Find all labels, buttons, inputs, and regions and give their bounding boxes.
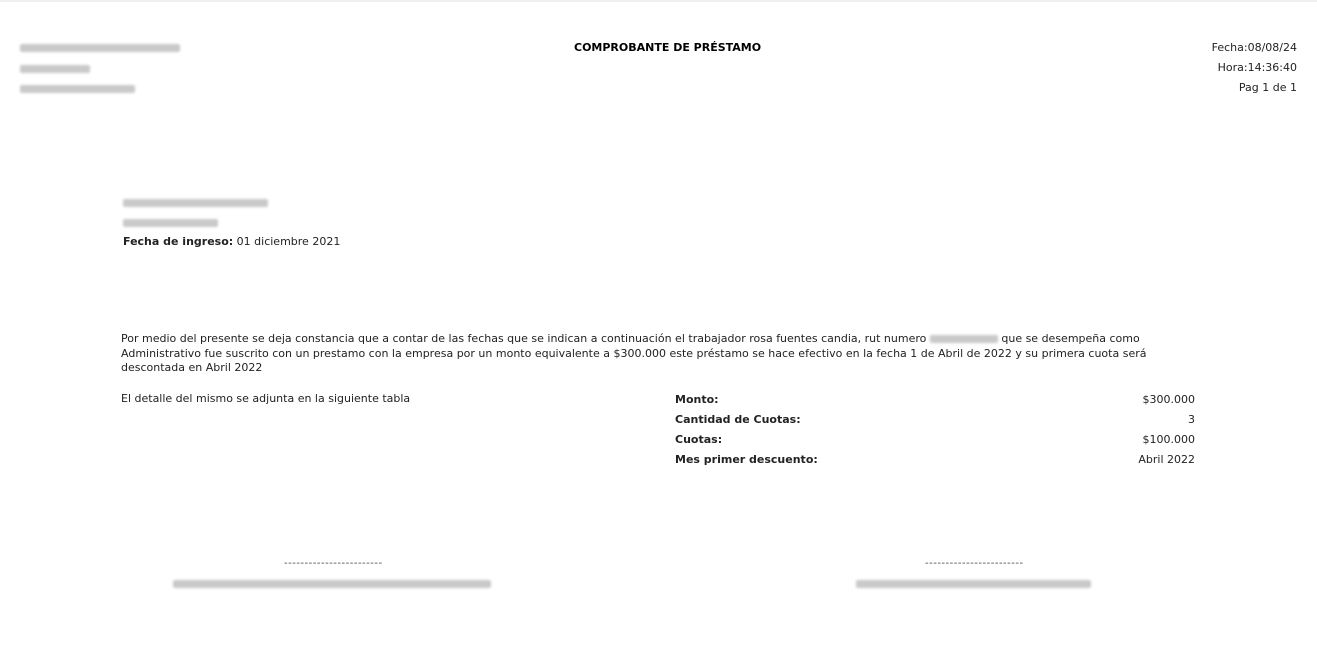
company-address-redacted (20, 83, 135, 96)
paragraph-part1: Por medio del presente se deja constancia que a contar de las fechas que se indican a continuación el trabajador rosa fuentes candia, rut numero (121, 332, 927, 345)
top-border (0, 0, 1317, 2)
row-value: $100.000 (1142, 433, 1195, 446)
company-rut-redacted (20, 63, 90, 76)
row-label: Cuotas: (675, 433, 723, 446)
header-date: Fecha:08/08/24 (1211, 41, 1297, 54)
hire-date-label: Fecha de ingreso: (123, 235, 234, 248)
employee-name-redacted (123, 197, 268, 210)
paragraph-part2: que se desempeña como Administrativo fue suscrito con un prestamo con la empresa por un monto equivalente a $300.000 este préstamo se hace efectivo en la fecha 1 de Abril de 2022 y su primera cuota será descontada en Abril 2022 (121, 332, 1147, 374)
page-indicator: Pag 1 de 1 (1238, 81, 1297, 94)
row-value: 3 (1188, 413, 1195, 426)
detail-note: El detalle del mismo se adjunta en la siguiente tabla (121, 392, 411, 405)
signature-line-right: ------------------------ (925, 558, 1024, 569)
company-name-redacted (20, 42, 180, 55)
worker-rut-redacted (930, 335, 998, 343)
row-label: Cantidad de Cuotas: (675, 413, 801, 426)
row-label: Mes primer descuento: (675, 453, 818, 466)
row-value: $300.000 (1142, 393, 1195, 406)
table-row (675, 453, 1195, 473)
table-row (675, 413, 1195, 433)
hire-date-value: 01 diciembre 2021 (236, 235, 341, 248)
signature-name-right-redacted (856, 578, 1091, 591)
employee-rut-redacted (123, 217, 218, 230)
hire-date (123, 235, 340, 248)
table-row (675, 393, 1195, 413)
row-label: Monto: (675, 393, 719, 406)
header-time: Hora:14:36:40 (1217, 61, 1297, 74)
document-title: COMPROBANTE DE PRÉSTAMO (574, 41, 762, 54)
signature-name-left-redacted (173, 578, 491, 591)
table-row (675, 433, 1195, 453)
signature-line-left: ------------------------ (284, 558, 383, 569)
row-value: Abril 2022 (1138, 453, 1195, 466)
certificate-paragraph (121, 332, 1151, 376)
loan-detail-table (675, 393, 1195, 473)
